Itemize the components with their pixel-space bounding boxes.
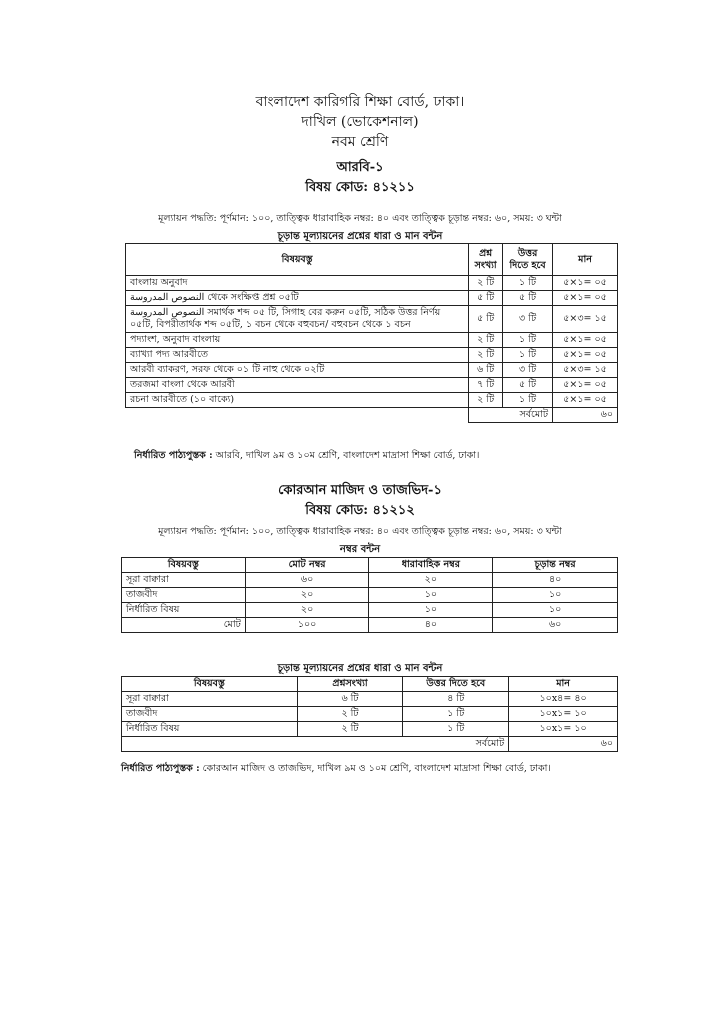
row-content: রচনা আরবীতে (১০ বাক্যে) [126, 393, 469, 408]
row-content: النصوص المدروسة থেকে সংক্ষিপ্ত প্রশ্ন ০৫টি [126, 291, 469, 306]
table-row [122, 603, 618, 618]
quran-title: কোরআন মাজিদ ও তাজভিদ-১ [278, 483, 442, 498]
table-total-row [126, 408, 618, 423]
row-content: النصوص المدروسة সমার্থক শব্দ ০৫ টি, সিগাহ বের করুন ০৫টি, সঠিক উত্তর নির্ণয় ০৫টি, বিপরীতার্থক শব্দ ০৫টি, ১ বচন থেকে বহুবচন/ বহুবচন থেকে ১ বচন [126, 306, 469, 333]
row-marks: ১০x১= ১০ [509, 722, 618, 737]
table-total-row [122, 618, 618, 633]
row-total: ২০ [245, 603, 369, 618]
table-total-row [122, 737, 618, 752]
row-content: বাংলায় অনুবাদ [126, 276, 469, 291]
table-row [122, 707, 618, 722]
row-content: আরবী ব্যাকরণ, সরফ থেকে ০১ টি নাহু থেকে ০২টি [126, 363, 469, 378]
table-row [126, 291, 618, 306]
quran-assessment: মূল্যায়ন পদ্ধতি: পূর্ণমান: ১০০, তাত্ত্বিক ধারাবাহিক নম্বর: ৪০ এবং তাত্ত্বিক চূড়ান্ত নম্বর: ৬০, সময়: ৩ ঘন্টা [158, 526, 562, 537]
header-question-count: প্রশ্নসংখ্যা [297, 677, 403, 692]
row-final: ১০ [493, 603, 618, 618]
header-content: বিষয়বস্তু [122, 677, 298, 692]
row-answer-count: ৩ টি [503, 306, 553, 333]
row-question-count: ২ টি [297, 707, 403, 722]
row-answer-count: ১ টি [503, 333, 553, 348]
textbook-label: নির্ধারিত পাঠ্যপুস্তক : [121, 763, 200, 774]
table-row [122, 722, 618, 737]
row-question-count: ৫ টি [469, 291, 503, 306]
row-question-count: ২ টি [469, 333, 503, 348]
arabic-assessment: মূল্যায়ন পদ্ধতি: পূর্ণমান: ১০০, তাত্ত্বিক ধারাবাহিক নম্বর: ৪০ এবং তাত্ত্বিক চূড়ান্ত নম্বর: ৬০, সময়: ৩ ঘন্টা [158, 213, 562, 224]
total-total: ১০০ [245, 618, 369, 633]
row-total: ২০ [245, 588, 369, 603]
row-answer-count: ১ টি [403, 722, 509, 737]
row-content: তরজমা বাংলা থেকে আরবী [126, 378, 469, 393]
row-content: নির্ধারিত বিষয় [122, 722, 298, 737]
row-answer-count: ১ টি [503, 348, 553, 363]
arabic-table-caption: চূড়ান্ত মূল্যায়নের প্রশ্নের ধারা ও মান বন্টন [277, 231, 443, 242]
row-marks: ৫×১= ০৫ [553, 276, 618, 291]
table-row [126, 348, 618, 363]
row-marks: ৫×১= ০৫ [553, 393, 618, 408]
header-marks: মান [553, 244, 618, 276]
textbook-name: আরবি, দাখিল ৯ম ও ১০ম শ্রেণি, বাংলাদেশ মাদ্রাসা শিক্ষা বোর্ড, ঢাকা। [215, 450, 480, 461]
table-row [126, 393, 618, 408]
row-question-count: ৬ টি [469, 363, 503, 378]
row-content: ব্যাখ্যা পদ্য আরবীতে [126, 348, 469, 363]
table-row [122, 692, 618, 707]
row-answer-count: ৫ টি [503, 291, 553, 306]
header-question-count: প্রশ্ন সংখ্যা [469, 244, 503, 276]
row-total: ৬০ [245, 573, 369, 588]
table-row [122, 588, 618, 603]
table-row [126, 333, 618, 348]
row-marks: ৫×৩= ১৫ [553, 306, 618, 333]
row-marks: ৫×১= ০৫ [553, 333, 618, 348]
row-answer-count: ১ টি [403, 707, 509, 722]
row-question-count: ২ টি [297, 722, 403, 737]
grade-name: নবম শ্রেণি [331, 134, 389, 150]
row-question-count: ২ টি [469, 348, 503, 363]
total-label: সর্বমোট [122, 737, 509, 752]
quran-textbook [121, 762, 551, 777]
textbook-name: কোরআন মাজিদ ও তাজভিদ, দাখিল ৯ম ও ১০ম শ্রেণি, বাংলাদেশ মাদ্রাসা শিক্ষা বোর্ড, ঢাকা। [202, 763, 551, 774]
row-marks: ৫×৩= ১৫ [553, 363, 618, 378]
table-row [126, 306, 618, 333]
arabic-code: বিষয় কোড: ৪১২১১ [305, 180, 415, 195]
header-answer-count: উত্তর দিতে হবে [503, 244, 553, 276]
quran-final-caption: চূড়ান্ত মূল্যায়নের প্রশ্নের ধারা ও মান বন্টন [277, 663, 443, 674]
row-content: সূরা বাক্বারা [122, 573, 246, 588]
row-marks: ৫×১= ০৫ [553, 378, 618, 393]
row-question-count: ৭ টি [469, 378, 503, 393]
row-question-count: ৬ টি [297, 692, 403, 707]
total-value: ৬০ [553, 408, 618, 423]
header-content: বিষয়বস্তু [126, 244, 469, 276]
table-header-row [122, 558, 618, 573]
arabic-distribution-table [125, 243, 618, 423]
row-answer-count: ১ টি [503, 276, 553, 291]
row-question-count: ৫ টি [469, 306, 503, 333]
table-row [126, 276, 618, 291]
header-total-marks: মোট নম্বর [245, 558, 369, 573]
arabic-textbook [134, 449, 479, 464]
row-content: সূরা বাক্বারা [122, 692, 298, 707]
row-continuous: ১০ [369, 603, 493, 618]
table-header-row [126, 244, 618, 276]
row-content: পদ্যাংশ, অনুবাদ বাংলায় [126, 333, 469, 348]
table-row [122, 573, 618, 588]
row-answer-count: ৫ টি [503, 378, 553, 393]
total-continuous: ৪০ [369, 618, 493, 633]
header-continuous-marks: ধারাবাহিক নম্বর [369, 558, 493, 573]
total-final: ৬০ [493, 618, 618, 633]
header-answer-count: উত্তর দিতে হবে [403, 677, 509, 692]
row-content: তাজবীদ [122, 707, 298, 722]
row-question-count: ২ টি [469, 276, 503, 291]
total-value: ৬০ [509, 737, 618, 752]
row-final: ১০ [493, 588, 618, 603]
row-answer-count: ৩ টি [503, 363, 553, 378]
table-row [126, 378, 618, 393]
row-continuous: ২০ [369, 573, 493, 588]
total-spacer [126, 408, 469, 423]
quran-final-table [121, 676, 618, 752]
row-question-count: ২ টি [469, 393, 503, 408]
arabic-title: আরবি-১ [336, 160, 384, 175]
program-name: দাখিল (ভোকেশনাল) [301, 114, 419, 130]
row-answer-count: ৪ টি [403, 692, 509, 707]
total-label: মোট [122, 618, 246, 633]
row-content: তাজবীদ [122, 588, 246, 603]
table-header-row [122, 677, 618, 692]
quran-code: বিষয় কোড: ৪১২১২ [305, 503, 415, 518]
header-final-marks: চূড়ান্ত নম্বর [493, 558, 618, 573]
row-marks: ১০x৪= ৪০ [509, 692, 618, 707]
header-marks: মান [509, 677, 618, 692]
header-content: বিষয়বস্তু [122, 558, 246, 573]
row-marks: ৫×১= ০৫ [553, 291, 618, 306]
row-final: ৪০ [493, 573, 618, 588]
table-row [126, 363, 618, 378]
board-name: বাংলাদেশ কারিগরি শিক্ষা বোর্ড, ঢাকা। [255, 94, 465, 110]
textbook-label: নির্ধারিত পাঠ্যপুস্তক : [134, 450, 213, 461]
row-content: নির্ধারিত বিষয় [122, 603, 246, 618]
quran-marks-table [121, 557, 618, 633]
total-label: সর্বমোট [469, 408, 553, 423]
row-continuous: ১০ [369, 588, 493, 603]
row-answer-count: ১ টি [503, 393, 553, 408]
quran-marks-caption: নম্বর বন্টন [339, 544, 381, 555]
row-marks: ১০x১= ১০ [509, 707, 618, 722]
row-marks: ৫×১= ০৫ [553, 348, 618, 363]
